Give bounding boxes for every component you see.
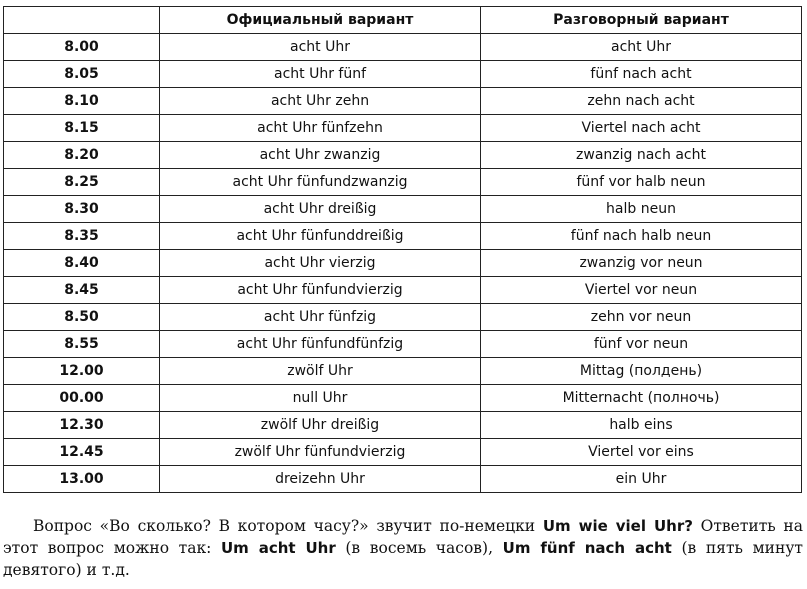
table-row — [4, 466, 802, 493]
table-row — [4, 115, 802, 142]
official-cell: acht Uhr fünfzehn — [160, 115, 481, 142]
table-row — [4, 331, 802, 358]
time-cell: 8.00 — [4, 34, 160, 61]
table-row — [4, 439, 802, 466]
header-time — [4, 7, 160, 34]
paragraph-text-1: Вопрос «Во сколько? В котором часу?» звучит по-немецки — [33, 517, 543, 535]
table-row — [4, 61, 802, 88]
official-cell: acht Uhr fünfzig — [160, 304, 481, 331]
colloquial-cell: fünf vor halb neun — [481, 169, 802, 196]
official-cell: dreizehn Uhr — [160, 466, 481, 493]
official-cell: acht Uhr — [160, 34, 481, 61]
official-cell: acht Uhr dreißig — [160, 196, 481, 223]
table-body — [4, 34, 802, 493]
colloquial-cell: Viertel nach acht — [481, 115, 802, 142]
official-cell: null Uhr — [160, 385, 481, 412]
colloquial-cell: Viertel vor eins — [481, 439, 802, 466]
header-official: Официальный вариант — [160, 7, 481, 34]
phrase-question: Um wie viel Uhr? — [542, 517, 693, 535]
paragraph-text-3: (в восемь часов), — [335, 539, 503, 557]
time-cell: 8.35 — [4, 223, 160, 250]
table-row — [4, 169, 802, 196]
time-table — [3, 6, 802, 493]
official-cell: acht Uhr vierzig — [160, 250, 481, 277]
time-cell: 8.45 — [4, 277, 160, 304]
colloquial-cell: zehn vor neun — [481, 304, 802, 331]
time-cell: 8.30 — [4, 196, 160, 223]
time-cell: 13.00 — [4, 466, 160, 493]
time-cell: 12.00 — [4, 358, 160, 385]
official-cell: zwölf Uhr fünfundvierzig — [160, 439, 481, 466]
colloquial-cell: fünf vor neun — [481, 331, 802, 358]
table-row — [4, 142, 802, 169]
colloquial-cell: ein Uhr — [481, 466, 802, 493]
time-cell: 8.40 — [4, 250, 160, 277]
table-row — [4, 223, 802, 250]
time-cell: 8.20 — [4, 142, 160, 169]
colloquial-cell: fünf nach acht — [481, 61, 802, 88]
time-cell: 00.00 — [4, 385, 160, 412]
paragraph-text-2: Ответить на этот вопрос можно так: — [3, 517, 804, 557]
time-cell: 8.10 — [4, 88, 160, 115]
colloquial-cell: Mitternacht (полночь) — [481, 385, 802, 412]
table-row — [4, 277, 802, 304]
official-cell: acht Uhr fünfundzwanzig — [160, 169, 481, 196]
time-cell: 8.55 — [4, 331, 160, 358]
official-cell: acht Uhr fünfunddreißig — [160, 223, 481, 250]
official-cell: zwölf Uhr — [160, 358, 481, 385]
table-header-row — [4, 7, 802, 34]
time-cell: 12.45 — [4, 439, 160, 466]
header-colloquial: Разговорный вариант — [481, 7, 802, 34]
official-cell: zwölf Uhr dreißig — [160, 412, 481, 439]
colloquial-cell: Viertel vor neun — [481, 277, 802, 304]
official-cell: acht Uhr fünfundvierzig — [160, 277, 481, 304]
table-row — [4, 304, 802, 331]
colloquial-cell: zwanzig nach acht — [481, 142, 802, 169]
table-row — [4, 385, 802, 412]
table-row — [4, 412, 802, 439]
time-cell: 12.30 — [4, 412, 160, 439]
official-cell: acht Uhr fünf — [160, 61, 481, 88]
table-row — [4, 88, 802, 115]
time-cell: 8.50 — [4, 304, 160, 331]
colloquial-cell: Mittag (полдень) — [481, 358, 802, 385]
official-cell: acht Uhr fünfundfünfzig — [160, 331, 481, 358]
colloquial-cell: zehn nach acht — [481, 88, 802, 115]
table-row — [4, 196, 802, 223]
explanation-paragraph — [3, 515, 803, 581]
colloquial-cell: halb neun — [481, 196, 802, 223]
table-row — [4, 34, 802, 61]
official-cell: acht Uhr zwanzig — [160, 142, 481, 169]
colloquial-cell: fünf nach halb neun — [481, 223, 802, 250]
time-cell: 8.05 — [4, 61, 160, 88]
official-cell: acht Uhr zehn — [160, 88, 481, 115]
phrase-um-fuenf-nach-acht: Um fünf nach acht — [502, 539, 672, 557]
table-row — [4, 250, 802, 277]
colloquial-cell: zwanzig vor neun — [481, 250, 802, 277]
colloquial-cell: acht Uhr — [481, 34, 802, 61]
colloquial-cell: halb eins — [481, 412, 802, 439]
table-row — [4, 358, 802, 385]
time-cell: 8.25 — [4, 169, 160, 196]
paragraph-text-4: (в пять минут девятого) и т.д. — [3, 539, 804, 579]
phrase-um-acht-uhr: Um acht Uhr — [221, 539, 336, 557]
time-cell: 8.15 — [4, 115, 160, 142]
